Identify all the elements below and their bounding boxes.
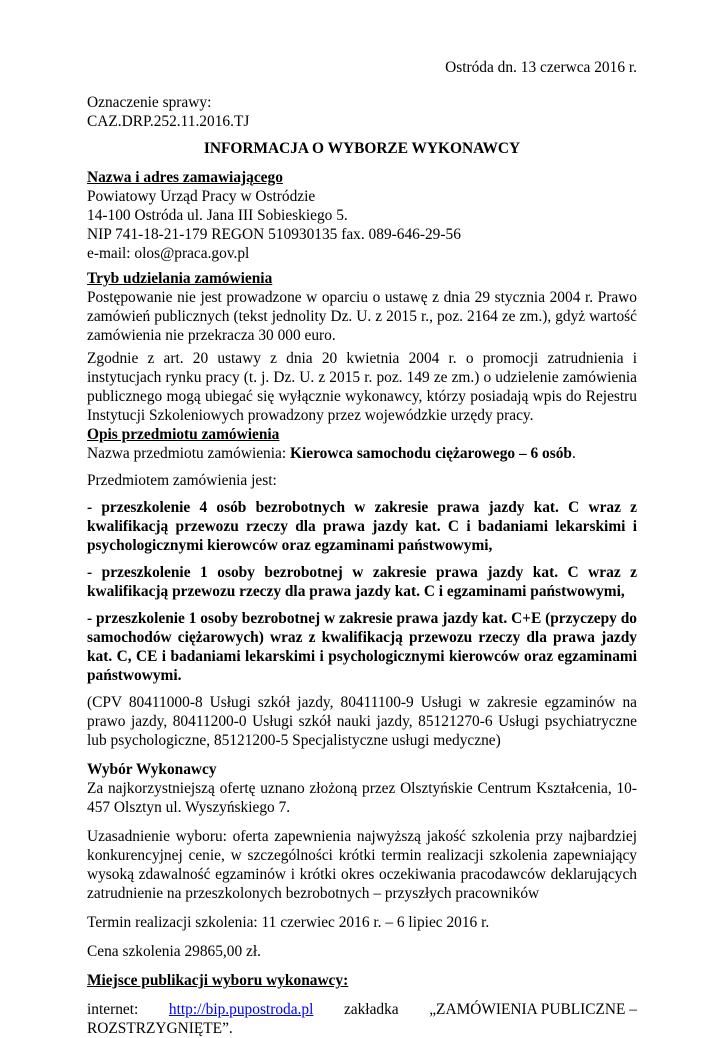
procedure-paragraph: Zgodnie z art. 20 ustawy z dnia 20 kwietnia 2004 r. o promocji zatrudnienia i instytucjach rynku pracy (t. j. Dz. U. z 2015 r. poz. 149 ze zm.) o udzielenie zamówienia publicznego mogą ubiegać się wyłącznie wykonawcy, którzy posiadają wpis do Rejestru Instytucji Szkoleniowych prowadzony przez wojewódzkie urzędy pracy. [87,350,637,424]
authority-name: Powiatowy Urząd Pracy w Ostródzie [87,188,316,205]
case-label: Oznaczenie sprawy: [87,94,212,111]
selection-justification: Uzasadnienie wyboru: oferta zapewnienia najwyższą jakość szkolenia przy najbardziej konkurencyjnej cenie, w szczególności krótki termin realizacji szkolenia zapewniający wysoką zdawalność egzaminów i krótki okres oczekiwania pracodawców deklarujących zatrudnienie na przeszkolonych bezrobotnych – przyszłych pracowników [87,828,637,902]
tab-label: zakładka [343,1001,399,1018]
subject-name-prefix: Nazwa przedmiotu zamówienia: [87,445,290,462]
authority-ids: NIP 741-18-21-179 REGON 510930135 fax. 089-646-29-56 [87,226,461,243]
procedure-paragraph: Postępowanie nie jest prowadzone w oparciu o ustawę z dnia 29 stycznia 2004 r. Prawo zamówień publicznych (tekst jednolity Dz. U. z 2015 r., poz. 2164 ze zm.), gdyż wartość zamówienia nie przekracza 30 000 euro. [87,289,637,344]
cpv-codes: (CPV 80411000-8 Usługi szkół jazdy, 80411100-9 Usługi w zakresie egzaminów na prawo jazdy, 80411200-0 Usługi szkół nauki jazdy, 85121270-6 Usługi psychiatryczne lub psychologiczne, 85121200-5 Specjalistyczne usługi medyczne) [87,694,637,749]
training-term: Termin realizacji szkolenia: 11 czerwiec 2016 r. – 6 lipiec 2016 r. [87,914,490,931]
subject-item: - przeszkolenie 4 osób bezrobotnych w zakresie prawa jazdy kat. C wraz z kwalifikacją przewozu rzeczy dla prawa jazdy kat. C i badaniami lekarskimi i psychologicznymi kierowców oraz egzaminami państwowymi, [87,499,637,554]
authority-address: 14-100 Ostróda ul. Jana III Sobieskiego 5. [87,207,348,224]
procedure-heading: Tryb udzielania zamówienia [87,270,273,287]
bip-link[interactable]: http://bip.pupostroda.pl [168,1001,314,1018]
section-name: „ZAMÓWIENIA PUBLICZNE – [429,1001,637,1018]
case-number: CAZ.DRP.252.11.2016.TJ [87,113,250,130]
document-title: INFORMACJA O WYBORZE WYKONAWCY [203,140,521,157]
publication-heading: Miejsce publikacji wyboru wykonawcy: [87,972,349,989]
subject-heading: Opis przedmiotu zamówienia [87,426,280,443]
selected-offer: Za najkorzystniejszą ofertę uznano złożoną przez Olsztyńskie Centrum Kształcenia, 10-457 Olsztyn ul. Wyszyńskiego 7. [87,780,637,816]
contracting-authority-heading: Nazwa i adres zamawiającego [87,169,283,186]
subject-name-suffix: . [572,445,576,462]
publication-internet-row [87,1000,637,1019]
subject-intro: Przedmiotem zamówienia jest: [87,472,277,489]
authority-email: e-mail: olos@praca.gov.pl [87,245,250,262]
document-date: Ostróda dn. 13 czerwca 2016 r. [445,59,637,76]
subject-name [87,444,637,463]
subject-name-value: Kierowca samochodu ciężarowego – 6 osób [290,445,572,462]
training-price: Cena szkolenia 29865,00 zł. [87,943,261,960]
subject-item: - przeszkolenie 1 osoby bezrobotnej w zakresie prawa jazdy kat. C+E (przyczepy do samochodów ciężarowych) wraz z kwalifikacją przewozu rzeczy dla prawa jazdy kat. C, CE i badaniami lekarskimi i psychologicznymi kierowców oraz egzaminami państwowymi. [87,610,637,684]
selection-heading: Wybór Wykonawcy [87,761,217,778]
internet-label: internet: [87,1001,139,1018]
subject-item: - przeszkolenie 1 osoby bezrobotnej w zakresie prawa jazdy kat. C wraz z kwalifikacją przewozu rzeczy dla prawa jazdy kat. C i egzaminami państwowymi, [87,564,637,600]
section-name-continued: ROZSTRZYGNIĘTE”. [87,1020,233,1037]
